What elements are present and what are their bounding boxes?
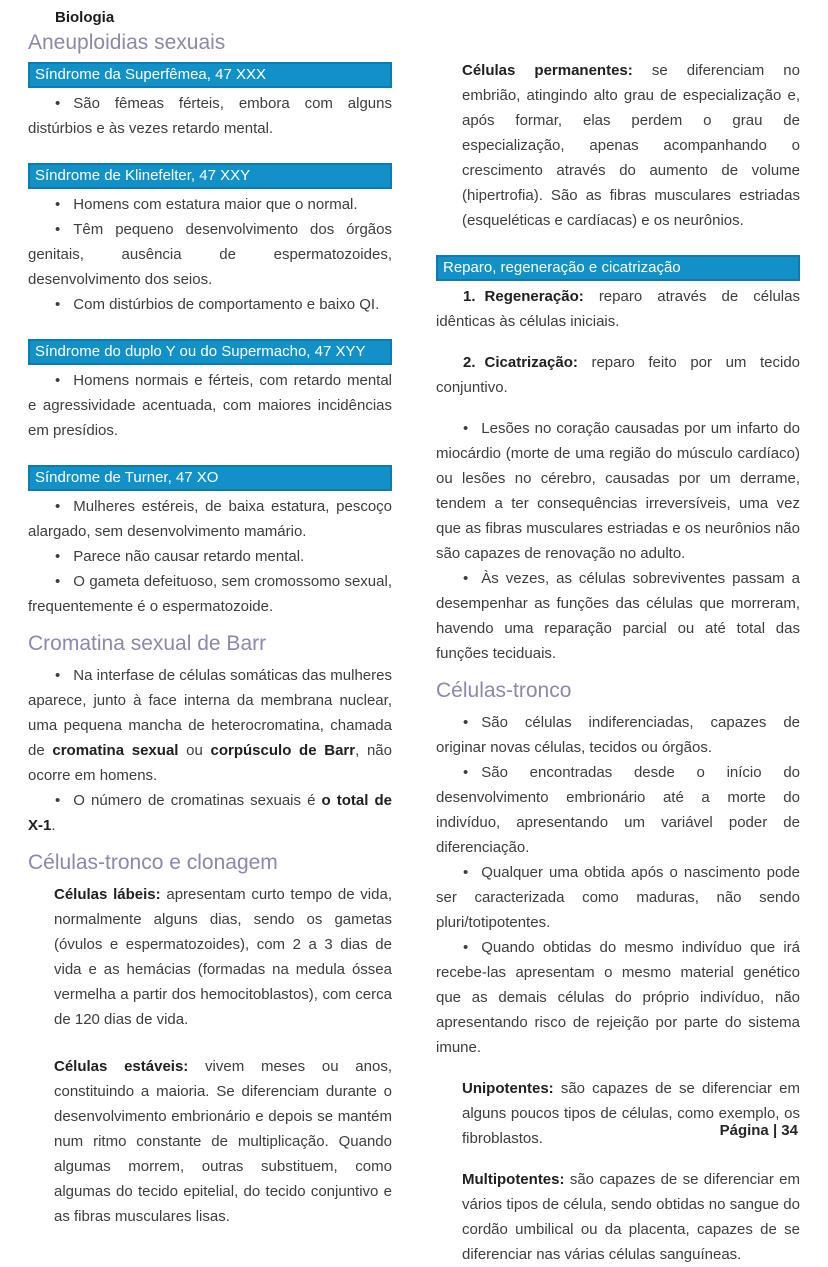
bullet-item: • Lesões no coração causadas por um infarto do miocárdio (morte de uma região do músculo cardíaco) ou lesões no cérebro, causadas por um derrame, tendem a ter consequências irreversíveis, uma vez que as fibras musculares estriadas e os neurônios não são capazes de renovação no adulto. [436, 416, 800, 566]
item-number: 2. [463, 354, 476, 371]
definition-term: Células permanentes: [462, 62, 633, 79]
definition-term: Multipotentes: [462, 1171, 565, 1188]
bold-term: corpúsculo de Barr [210, 742, 356, 759]
bullet-item: • Homens com estatura maior que o normal. [28, 192, 392, 217]
topic-bar-superfemea: Síndrome da Superfêmea, 47 XXX [28, 62, 392, 88]
page-number: Página | 34 [719, 1122, 798, 1139]
bullet-item: • São encontradas desde o início do desenvolvimento embrionário até a morte do indivíduo, apresentando um variável poder de diferenciação. [436, 760, 800, 860]
definition-term: Regeneração: [484, 288, 584, 305]
bullet-item: • Parece não causar retardo mental. [28, 544, 392, 569]
topic-bar-supermacho: Síndrome do duplo Y ou do Supermacho, 47 XYY [28, 339, 392, 365]
bullet-item: • São fêmeas férteis, embora com alguns distúrbios e às vezes retardo mental. [28, 91, 392, 141]
definition-term: Cicatrização: [484, 354, 578, 371]
section-heading-celulas-tronco: Células-tronco [436, 679, 572, 702]
topic-bar-reparo: Reparo, regeneração e cicatrização [436, 255, 800, 281]
definition-paragraph-permanentes: Células permanentes: se diferenciam no embrião, atingindo alto grau de especialização e, após formar, elas perdem o grau de especialização, apenas acompanhando o crescimento através do aumento de volume (hipertrofia). São as fibras musculares estriadas (esqueléticas e cardíacas) e os neurônios. [462, 62, 800, 229]
numbered-item: 1. Regeneração: reparo através de células idênticas às células iniciais. [436, 288, 800, 330]
bullet-item: • Com distúrbios de comportamento e baixo QI. [28, 292, 392, 317]
bullet-item: • Qualquer uma obtida após o nascimento pode ser caracterizada como maduras, não sendo pluri/totipotentes. [436, 860, 800, 935]
bullet-item: • O gameta defeituoso, sem cromossomo sexual, frequentemente é o espermatozoide. [28, 569, 392, 619]
topic-bar-turner: Síndrome de Turner, 47 XO [28, 465, 392, 491]
numbered-item: 2. Cicatrização: reparo feito por um tecido conjuntivo. [436, 354, 800, 396]
item-number: 1. [463, 288, 476, 305]
two-column-layout [28, 28, 800, 1267]
bold-term: cromatina sexual [52, 742, 179, 759]
bullet-item: • Na interfase de células somáticas das mulheres aparece, junto à face interna da membrana nuclear, uma pequena mancha de heterocromatina, chamada de cromatina sexual ou corpúsculo de Barr, não ocorre em homens. [28, 663, 392, 788]
bullet-item: • Têm pequeno desenvolvimento dos órgãos genitais, ausência de espermatozoides, desenvolvimento dos seios. [28, 217, 392, 292]
spacer [436, 400, 800, 416]
definition-paragraph-multipotentes: Multipotentes: são capazes de se diferenciar em vários tipos de célula, sendo obtidas no sangue do cordão umbilical ou da placenta, capazes de se diferenciar nas várias células sanguíneas. [462, 1171, 800, 1263]
course-title: Biologia [55, 9, 115, 26]
section-heading-aneuploidias: Aneuploidias sexuais [28, 31, 226, 54]
bullet-item: • Mulheres estéreis, de baixa estatura, pescoço alargado, sem desenvolvimento mamário. [28, 494, 392, 544]
definition-term: Células estáveis: [54, 1058, 189, 1075]
spacer [436, 1151, 800, 1167]
definition-term: Unipotentes: [462, 1080, 554, 1097]
bullet-item: • Quando obtidas do mesmo indivíduo que irá recebe-las apresentam o mesmo material genético que as demais células do próprio indivíduo, não apresentando risco de rejeição por parte do sistema imune. [436, 935, 800, 1060]
bold-term: o total de X-1 [28, 792, 393, 834]
spacer [436, 1060, 800, 1076]
bullet-item: • O número de cromatinas sexuais é o total de X-1. [28, 788, 392, 838]
spacer [436, 334, 800, 350]
definition-paragraph-estaveis: Células estáveis: vivem meses ou anos, constituindo a maioria. Se diferenciam durante o desenvolvimento embrionário e depois se mantém num ritmo constante de multiplicação. Quando algumas morrem, outras substituem, como algumas do tecido epitelial, do tecido conjuntivo e as fibras musculares lisas. [54, 1058, 392, 1225]
bullet-item: • Homens normais e férteis, com retardo mental e agressividade acentuada, com maiores incidências em presídios. [28, 368, 392, 443]
section-heading-barr: Cromatina sexual de Barr [28, 632, 267, 655]
bullet-item: • Às vezes, as células sobreviventes passam a desempenhar as funções das células que morreram, havendo uma reparação parcial ou até total das funções teciduais. [436, 566, 800, 666]
bullet-item: • São células indiferenciadas, capazes de originar novas células, tecidos ou órgãos. [436, 710, 800, 760]
right-column [436, 28, 800, 1267]
definition-term: Células lábeis: [54, 886, 161, 903]
spacer [28, 1032, 392, 1054]
left-column [28, 28, 392, 1229]
definition-paragraph-labeis: Células lábeis: apresentam curto tempo de vida, normalmente alguns dias, sendo os gametas (óvulos e espermatozoides), com 2 a 3 dias de vida e as hemácias (formadas na medula óssea vermelha a partir dos hemocitoblastos), com cerca de 120 dias de vida. [54, 886, 392, 1028]
topic-bar-klinefelter: Síndrome de Klinefelter, 47 XXY [28, 163, 392, 189]
section-heading-tronco-clonagem: Células-tronco e clonagem [28, 851, 278, 874]
definition-paragraph-unipotentes: Unipotentes: são capazes de se diferenciar em alguns poucos tipos de células, como exemplo, os fibroblastos. [462, 1080, 800, 1147]
